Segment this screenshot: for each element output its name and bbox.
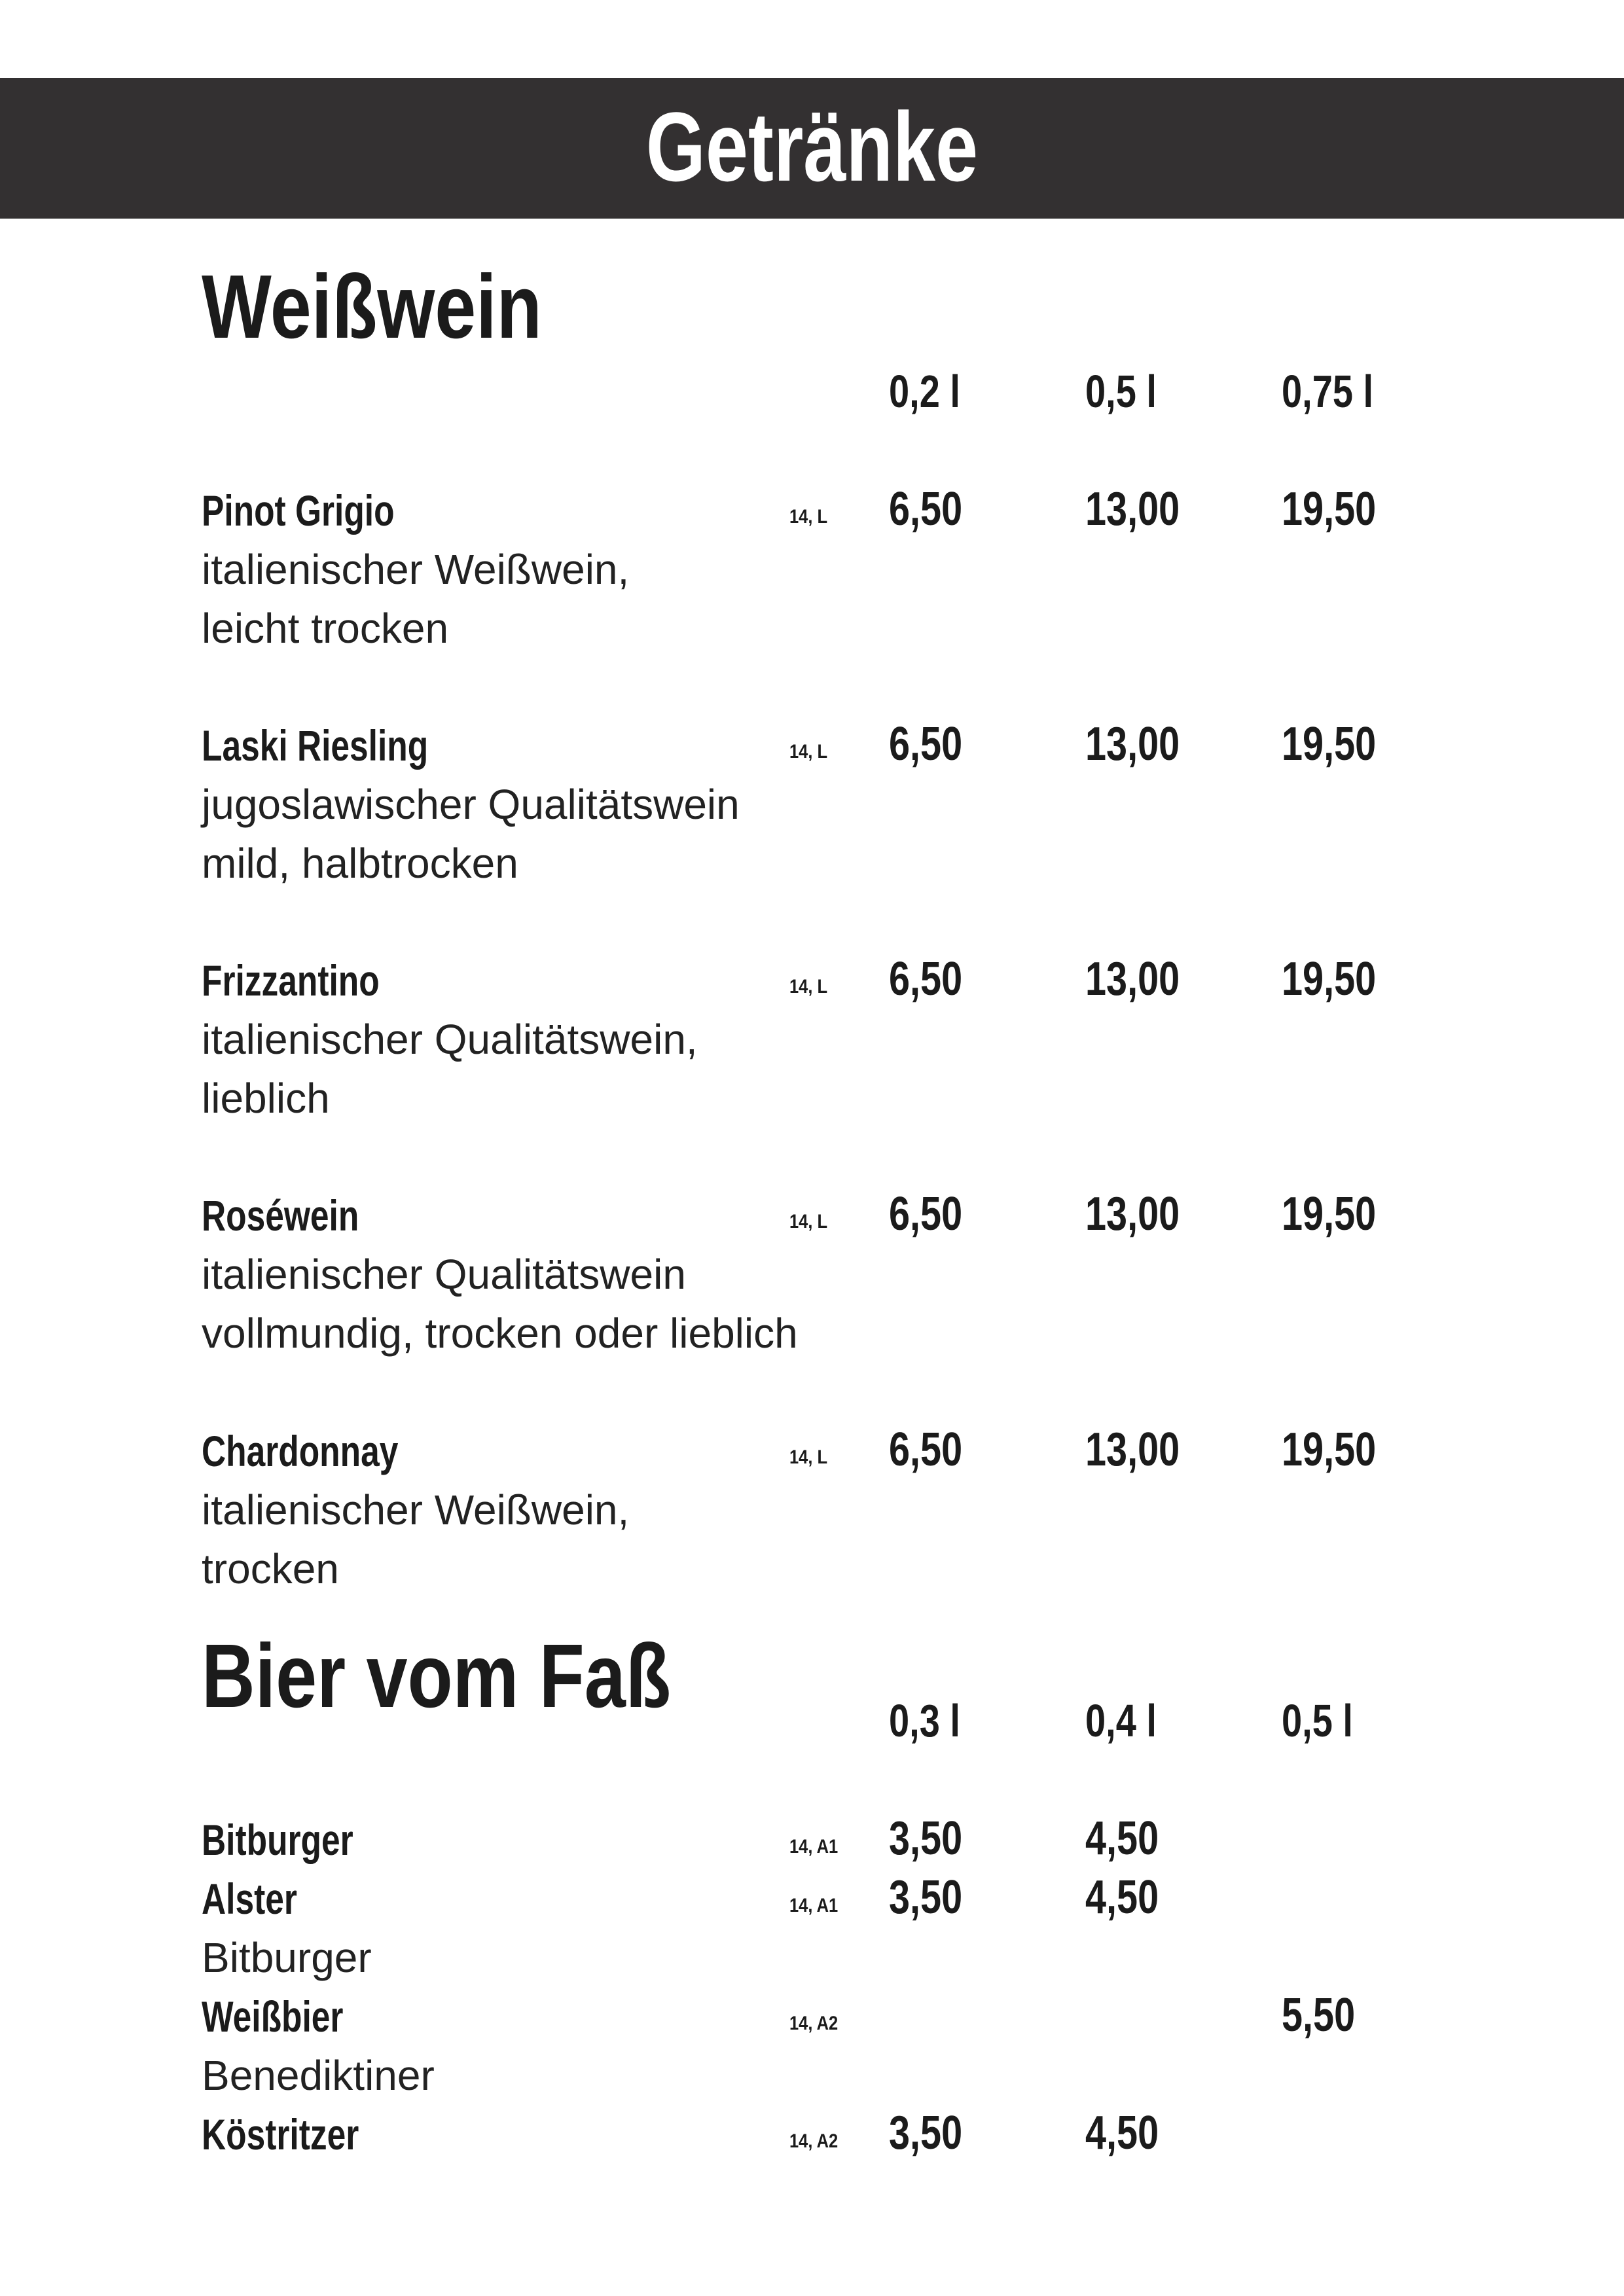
price: 19,50 xyxy=(1282,953,1377,1005)
price: 13,00 xyxy=(1085,1424,1180,1476)
price: 19,50 xyxy=(1282,718,1377,770)
section-heading-draft-beer: Bier vom Faß xyxy=(202,1626,671,1727)
price: 4,50 xyxy=(1085,2107,1159,2159)
item-description: italienischer Qualitätswein xyxy=(202,1251,686,1298)
item-name: Alster xyxy=(202,1874,297,1923)
column-header: 0,5 l xyxy=(1085,366,1157,417)
item-description: Benediktiner xyxy=(202,2052,435,2099)
item-name: Weißbier xyxy=(202,1992,344,2041)
item-description: leicht trocken xyxy=(202,605,449,652)
allergen-code: 14, A1 xyxy=(789,1836,839,1857)
allergen-code: 14, A2 xyxy=(789,2130,839,2152)
price: 19,50 xyxy=(1282,483,1377,535)
item-description: italienischer Weißwein, xyxy=(202,1486,630,1534)
item-name: Bitburger xyxy=(202,1816,353,1864)
allergen-code: 14, L xyxy=(789,1211,828,1232)
item-description: italienischer Qualitätswein, xyxy=(202,1016,698,1063)
column-header: 0,3 l xyxy=(889,1695,960,1746)
item-description: jugoslawischer Qualitätswein xyxy=(202,781,740,828)
item-description: lieblich xyxy=(202,1075,330,1122)
item-description: vollmundig, trocken oder lieblich xyxy=(202,1310,798,1357)
allergen-code: 14, A2 xyxy=(789,2013,839,2034)
price: 19,50 xyxy=(1282,1424,1377,1476)
page-title: Getränke xyxy=(645,92,979,202)
price: 19,50 xyxy=(1282,1188,1377,1240)
price: 6,50 xyxy=(889,953,963,1005)
price: 3,50 xyxy=(889,2107,963,2159)
column-header: 0,2 l xyxy=(889,366,960,417)
column-header: 0,5 l xyxy=(1282,1695,1353,1746)
price: 4,50 xyxy=(1085,1812,1159,1865)
allergen-code: 14, L xyxy=(789,1446,828,1468)
price: 6,50 xyxy=(889,1424,963,1476)
item-description: italienischer Weißwein, xyxy=(202,546,630,593)
price: 6,50 xyxy=(889,483,963,535)
price: 13,00 xyxy=(1085,953,1180,1005)
item-name: Köstritzer xyxy=(202,2110,359,2159)
allergen-code: 14, L xyxy=(789,741,828,762)
price: 13,00 xyxy=(1085,1188,1180,1240)
allergen-code: 14, L xyxy=(789,976,828,997)
price: 13,00 xyxy=(1085,483,1180,535)
item-name: Chardonnay xyxy=(202,1427,399,1475)
price: 13,00 xyxy=(1085,718,1180,770)
item-description: trocken xyxy=(202,1545,339,1592)
price: 4,50 xyxy=(1085,1871,1159,1924)
item-name: Laski Riesling xyxy=(202,721,429,770)
price: 3,50 xyxy=(889,1871,963,1924)
allergen-code: 14, L xyxy=(789,506,828,528)
price: 3,50 xyxy=(889,1812,963,1865)
column-header: 0,4 l xyxy=(1085,1695,1157,1746)
section-heading-white-wine: Weißwein xyxy=(202,257,542,357)
price: 6,50 xyxy=(889,718,963,770)
price: 6,50 xyxy=(889,1188,963,1240)
item-description: Bitburger xyxy=(202,1934,372,1981)
column-header: 0,75 l xyxy=(1282,366,1374,417)
item-description: mild, halbtrocken xyxy=(202,840,518,887)
item-name: Pinot Grigio xyxy=(202,486,395,535)
price: 5,50 xyxy=(1282,1989,1356,2041)
allergen-code: 14, A1 xyxy=(789,1895,839,1916)
item-name: Roséwein xyxy=(202,1191,359,1240)
item-name: Frizzantino xyxy=(202,956,380,1005)
